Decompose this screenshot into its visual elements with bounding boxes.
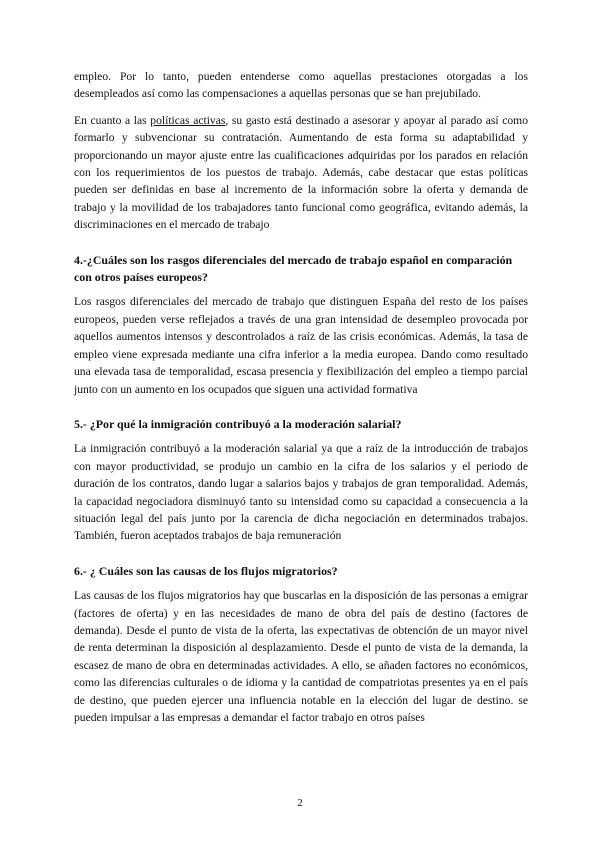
paragraph-active-policies xyxy=(74,112,528,234)
paragraph-continuation: empleo. Por lo tanto, pueden entenderse como aquellas prestaciones otorgadas a los desempleados así como las compensaciones a aquellas personas que se han prejubilado. xyxy=(74,70,528,101)
question-4-heading: 4.-¿Cuáles son los rasgos diferenciales del mercado de trabajo español en comparación con otros países europeos? xyxy=(74,252,513,285)
paragraph-text-after: , su gasto está destinado a asesorar y apoyar al parado así como formarlo y subvencionar su contratación. Aumentando de esta forma su adaptabilidad y proporcionando un mayor ajuste entre las cualificaciones adquiridas por los parados en relación con los requerimientos de los puestos de trabajo. Además, cabe destacar que estas políticas pueden ser definidas en base al incremento de la información sobre la oferta y demanda de trabajo y la movilidad de los trabajadores tanto funcional como geográfica, evitando además, la discriminaciones en el mercado de trabajo xyxy=(74,113,528,232)
document-page xyxy=(74,68,528,726)
question-6-heading: 6.- ¿ Cuáles son las causas de los flujos migratorios? xyxy=(74,563,338,578)
page-number: 2 xyxy=(297,797,303,809)
question-6-answer: Las causas de los flujos migratorios hay que buscarlas en la disposición de las personas a emigrar (factores de oferta) y en las necesidades de mano de obra del país de destino (factores de demanda). Desde el punto de vista de la oferta, las expectativas de obtención de un mayor nivel de renta determinan la disposición al desplazamiento. Desde el punto de vista de la demanda, la escasez de mano de obra en determinadas actividades. A ello, se añaden factores no económicos, como las diferencias culturales o de idioma y la cantidad de compatriotas presentes ya en el país de destino, que pueden ejercer una influencia notable en la elección del lugar de destino. se pueden impulsar a las empresas a demandar el factor trabajo en otros países xyxy=(74,589,528,724)
question-5-answer: La inmigración contribuyó a la moderación salarial ya que a raíz de la introducción de trabajos con mayor productividad, se produjo un cambio en la cifra de los salarios y el periodo de duración de los contratos, dando lugar a salarios bajos y trabajos de gran temporalidad. Además, la capacidad negociadora disminuyó tanto su intensidad como su capacidad a consecuencia a la situación legal del país junto por la carencia de dicha negociación en determinados trabajos. También, fueron aceptados trabajos de baja remuneración xyxy=(74,442,528,543)
question-5-heading: 5.- ¿Por qué la inmigración contribuyó a la moderación salarial? xyxy=(74,416,402,431)
underlined-term: políticas activas xyxy=(150,113,226,127)
question-4-answer: Los rasgos diferenciales del mercado de trabajo que distinguen España del resto de los países europeos, pueden verse reflejados a través de una gran intensidad de desempleo provocada por aquellos aumentos intensos y descontrolados a raíz de las crisis económicas. Además, la tasa de empleo viene expresada mediante una cifra inferior a la media europea. Dando como resultado una elevada tasa de temporalidad, escasa presencia y flexibilización del empleo a tiempo parcial junto con un aumento en los ocupados que siguen una actividad formativa xyxy=(74,295,528,396)
paragraph-text-before: En cuanto a las xyxy=(74,113,151,127)
